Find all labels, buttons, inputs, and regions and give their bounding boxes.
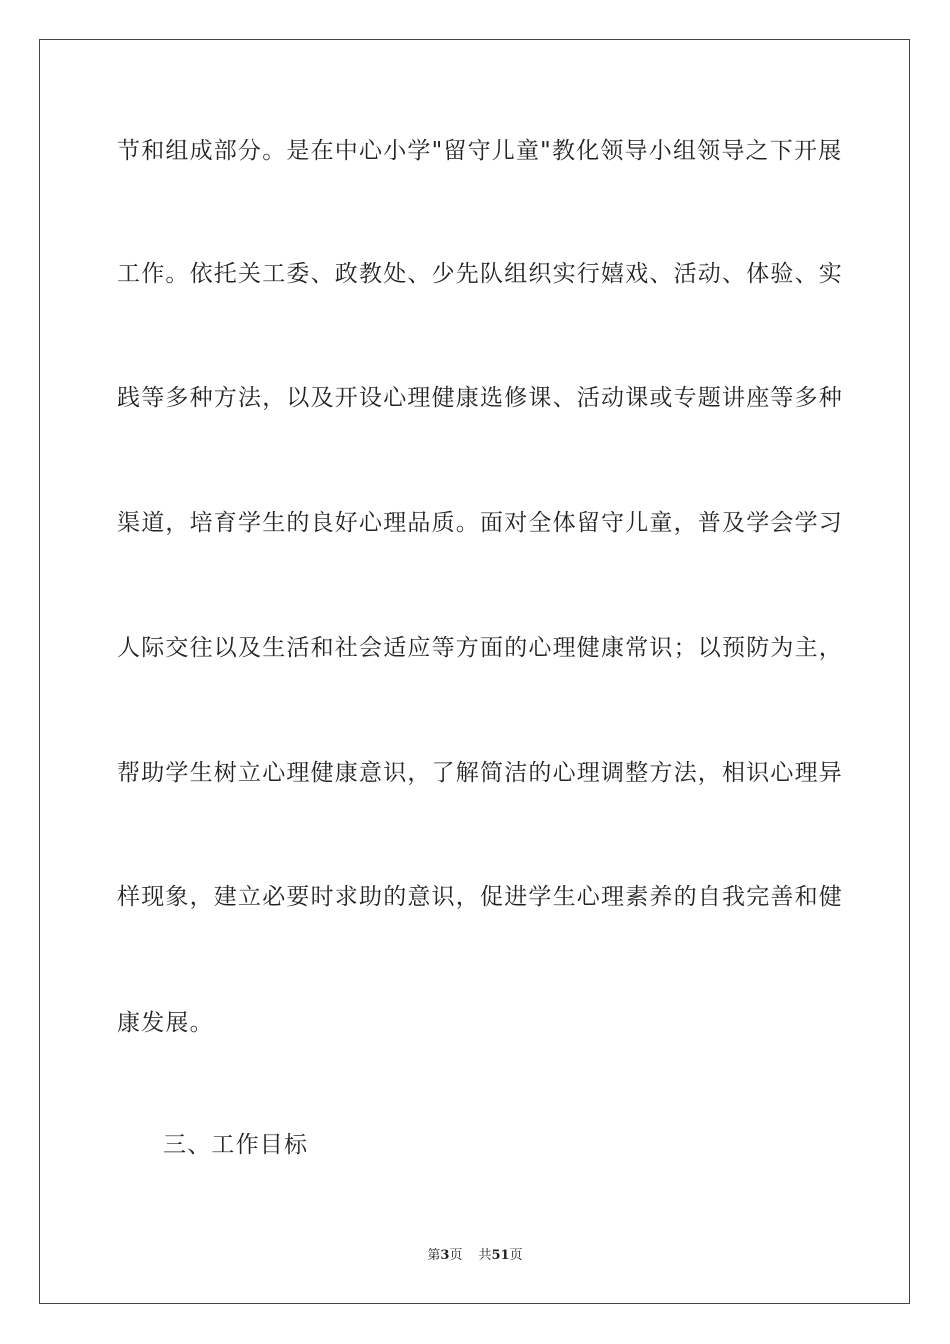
footer-total-pages: 51 [491, 1248, 510, 1263]
paragraph-line-5: 人际交往以及生活和社会适应等方面的心理健康常识；以预防为主， [117, 635, 843, 661]
paragraph-line-3: 践等多种方法，以及开设心理健康选修课、活动课或专题讲座等多种 [117, 385, 843, 411]
footer-page-number: 3 [440, 1248, 450, 1263]
page-footer [0, 1247, 950, 1265]
paragraph-line-6: 帮助学生树立心理健康意识，了解简洁的心理调整方法，相识心理异 [117, 760, 843, 786]
section-heading: 三、工作目标 [163, 1132, 309, 1158]
paragraph-line-1: 节和组成部分。是在中心小学"留守儿童"教化领导小组领导之下开展 [117, 138, 843, 164]
footer-page-suffix: 页 [449, 1248, 463, 1263]
paragraph-line-7: 样现象，建立必要时求助的意识，促进学生心理素养的自我完善和健 [117, 884, 843, 910]
footer-total-prefix: 共 [478, 1248, 492, 1263]
paragraph-line-2: 工作。依托关工委、政教处、少先队组织实行嬉戏、活动、体验、实 [117, 261, 843, 287]
footer-page-prefix: 第 [427, 1248, 441, 1263]
paragraph-line-4: 渠道，培育学生的良好心理品质。面对全体留守儿童，普及学会学习 [117, 510, 843, 536]
page-border [39, 39, 910, 1304]
paragraph-line-8: 康发展。 [117, 1010, 214, 1036]
footer-total-suffix: 页 [509, 1248, 523, 1263]
